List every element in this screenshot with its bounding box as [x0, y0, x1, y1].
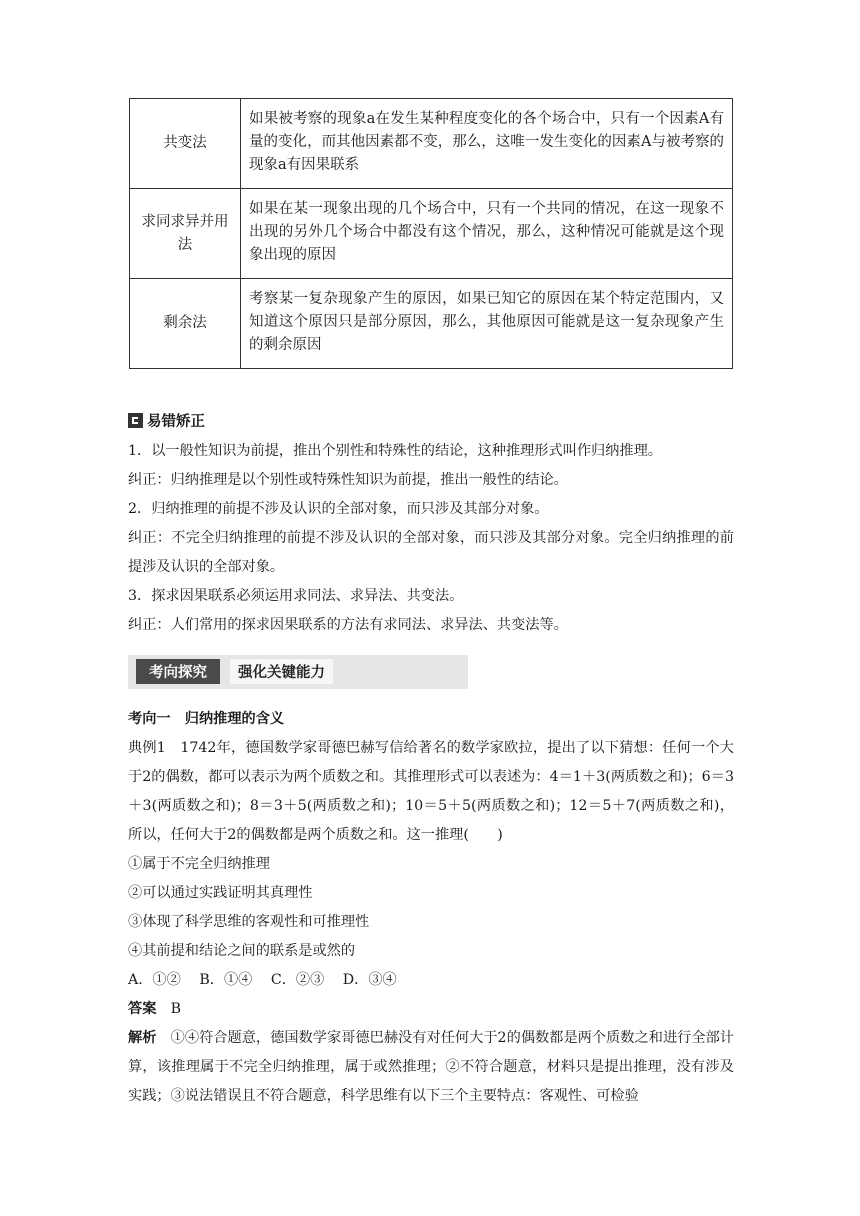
option-c: C．②③: [270, 972, 325, 988]
pitfall-correction: 纠正：归纳推理是以个别性或特殊性知识为前提，推出一般性的结论。: [128, 472, 568, 488]
method-name: 剩余法: [130, 279, 241, 369]
method-name: 共变法: [130, 99, 241, 189]
banner-light-label-wrap: [222, 659, 464, 684]
table-row: [130, 189, 733, 279]
direction-heading: 考向一 归纳推理的含义: [128, 711, 285, 727]
option-d: D．③④: [342, 972, 397, 988]
pitfall-correction: 纠正：不完全归纳推理的前提不涉及认识的全部对象，而只涉及其部分对象。完全归纳推理的前提涉及认识的全部对象。: [128, 530, 734, 575]
analysis-label: 解析: [128, 1030, 157, 1046]
pitfalls-list: [128, 437, 734, 640]
answer-label: 答案: [128, 1001, 157, 1017]
section-banner: [128, 655, 468, 689]
method-name: 求同求异并用法: [130, 189, 241, 279]
pitfalls-heading: [128, 410, 205, 430]
answer-options: [128, 966, 734, 995]
causal-methods-table: [129, 98, 733, 369]
banner-dark-label: 考向探究: [136, 659, 220, 684]
table-row: [130, 99, 733, 189]
statement-item: ③体现了科学思维的客观性和可推理性: [128, 914, 370, 930]
statement-item: ①属于不完全归纳推理: [128, 856, 270, 872]
method-description: 如果在某一现象出现的几个场合中，只有一个共同的情况，在这一现象不出现的另外几个场合中都没有这个情况，那么，这种情况可能就是这个现象出现的原因: [241, 189, 733, 279]
option-a: A．①②: [128, 972, 181, 988]
banner-light-label: 强化关键能力: [230, 659, 333, 684]
answer-line: [128, 995, 734, 1024]
pitfalls-title: 易错矫正: [147, 413, 205, 430]
statement-item: ④其前提和结论之间的联系是或然的: [128, 943, 356, 959]
method-description: 考察某一复杂现象产生的原因，如果已知它的原因在某个特定范围内，又知道这个原因只是部分原因，那么，其他原因可能就是这一复杂现象产生的剩余原因: [241, 279, 733, 369]
pitfall-statement: 3．探求因果联系必须运用求同法、求异法、共变法。: [128, 588, 464, 604]
option-b: B．①④: [199, 972, 253, 988]
statement-item: ②可以通过实践证明其真理性: [128, 885, 313, 901]
answer-value: B: [170, 1001, 182, 1017]
analysis-line: [128, 1024, 734, 1111]
section-marker-icon: [128, 413, 143, 428]
table-row: [130, 279, 733, 369]
direction-section: [128, 705, 734, 1111]
pitfall-statement: 1．以一般性知识为前提，推出个别性和特殊性的结论，这种推理形式叫作归纳推理。: [128, 443, 662, 459]
pitfall-statement: 2．归纳推理的前提不涉及认识的全部对象，而只涉及其部分对象。: [128, 501, 549, 517]
example-question: 典例1 1742年，德国数学家哥德巴赫写信给著名的数学家欧拉，提出了以下猜想：任何一个大于2的偶数，都可以表示为两个质数之和。其推理形式可以表述为：4＝1＋3(两质数之和)；6＝3＋3(两质数之和)；8＝3＋5(两质数之和)；10＝5＋5(两质数之和)；12＝5＋7(两质数之和)，所以，任何大于2的偶数都是两个质数之和。这一推理( ): [128, 740, 734, 843]
pitfall-correction: 纠正：人们常用的探求因果联系的方法有求同法、求异法、共变法等。: [128, 617, 568, 633]
method-description: 如果被考察的现象a在发生某种程度变化的各个场合中，只有一个因素A有量的变化，而其他因素都不变，那么，这唯一发生变化的因素A与被考察的现象a有因果联系: [241, 99, 733, 189]
analysis-text: ①④符合题意，德国数学家哥德巴赫没有对任何大于2的偶数都是两个质数之和进行全部计算，该推理属于不完全归纳推理，属于或然推理；②不符合题意，材料只是提出推理，没有涉及实践；③说法错误且不符合题意，科学思维有以下三个主要特点：客观性、可检验: [128, 1030, 734, 1104]
